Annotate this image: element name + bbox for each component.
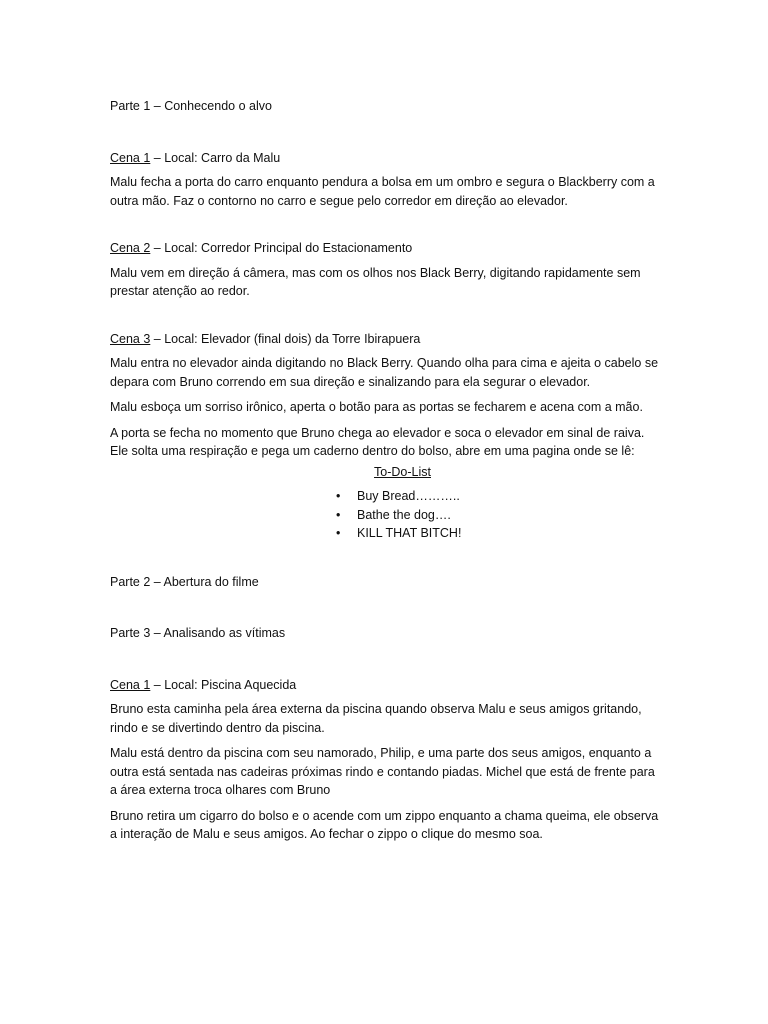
todo-item-text: Buy Bread……….. [357, 489, 460, 503]
todo-item-text: KILL THAT BITCH! [357, 526, 462, 540]
cena2-heading [110, 239, 665, 258]
cena2-paragraph-1: Malu vem em direção á câmera, mas com os olhos nos Black Berry, digitando rapidamente sem prestar atenção ao redor. [110, 265, 641, 298]
cena3-paragraph-3: A porta se fecha no momento que Bruno chega ao elevador e soca o elevador em sinal de raiva. Ele solta uma respiração e pega um caderno dentro do bolso, abre em uma pagina onde se lê: [110, 425, 645, 458]
cena1-paragraph-1: Malu fecha a porta do carro enquanto pendura a bolsa em um ombro e segura o Blackberry com a outra mão. Faz o contorno no carro e segue pelo corredor em direção ao elevador. [110, 175, 655, 208]
cena3-paragraph-2: Malu esboça um sorriso irônico, aperta o botão para as portas se fecharem e acena com a mão. [110, 400, 643, 414]
todo-item-text: Bathe the dog…. [357, 507, 451, 522]
cena1-label: Cena 1 [110, 150, 151, 165]
cena2-label: Cena 2 [110, 241, 151, 255]
todo-item [110, 487, 665, 506]
todo-list [110, 487, 665, 543]
parte1-heading: Parte 1 – Conhecendo o alvo [110, 99, 272, 113]
bullet-icon: • [336, 489, 341, 503]
cena3-label: Cena 3 [110, 331, 151, 346]
parte2-heading: Parte 2 – Abertura do filme [110, 574, 259, 589]
cena1-heading [110, 149, 665, 168]
todo-list-title: To-Do-List [374, 464, 431, 479]
document-body [110, 97, 665, 851]
cena3-heading [110, 330, 665, 349]
cena1-location: – Local: Carro da Malu [150, 150, 281, 165]
parte3-cena1-heading [110, 676, 665, 695]
parte3-cena1-paragraph-2: Malu está dentro da piscina com seu namorado, Philip, e uma parte dos seus amigos, enquanto a outra está sentada nas cadeiras próximas rindo e contando piadas. Michel que está de frente para a área externa troca olhares com Bruno [110, 746, 655, 797]
cena3-paragraph-1: Malu entra no elevador ainda digitando no Black Berry. Quando olha para cima e ajeita o cabelo se depara com Bruno correndo em sua direção e sinalizando para ela segurar o elevador. [110, 356, 659, 389]
parte3-cena1-location: – Local: Piscina Aquecida [150, 677, 297, 692]
parte3-heading: Parte 3 – Analisando as vítimas [110, 626, 286, 640]
cena2-location: – Local: Corredor Principal do Estacionamento [150, 241, 413, 255]
parte3-cena1-paragraph-1: Bruno esta caminha pela área externa da piscina quando observa Malu e seus amigos gritando, rindo e se divertindo dentro da piscina. [110, 702, 642, 735]
parte3-cena1-label: Cena 1 [110, 677, 151, 692]
parte3-cena1-paragraph-3: Bruno retira um cigarro do bolso e o acende com um zippo enquanto a chama queima, ele observa a interação de Malu e seus amigos. Ao fechar o zippo o clique do mesmo soa. [110, 808, 659, 841]
bullet-icon: • [336, 507, 341, 522]
todo-item [110, 524, 665, 543]
todo-item [110, 506, 665, 525]
bullet-icon: • [336, 526, 341, 540]
cena3-location: – Local: Elevador (final dois) da Torre Ibirapuera [150, 331, 421, 346]
